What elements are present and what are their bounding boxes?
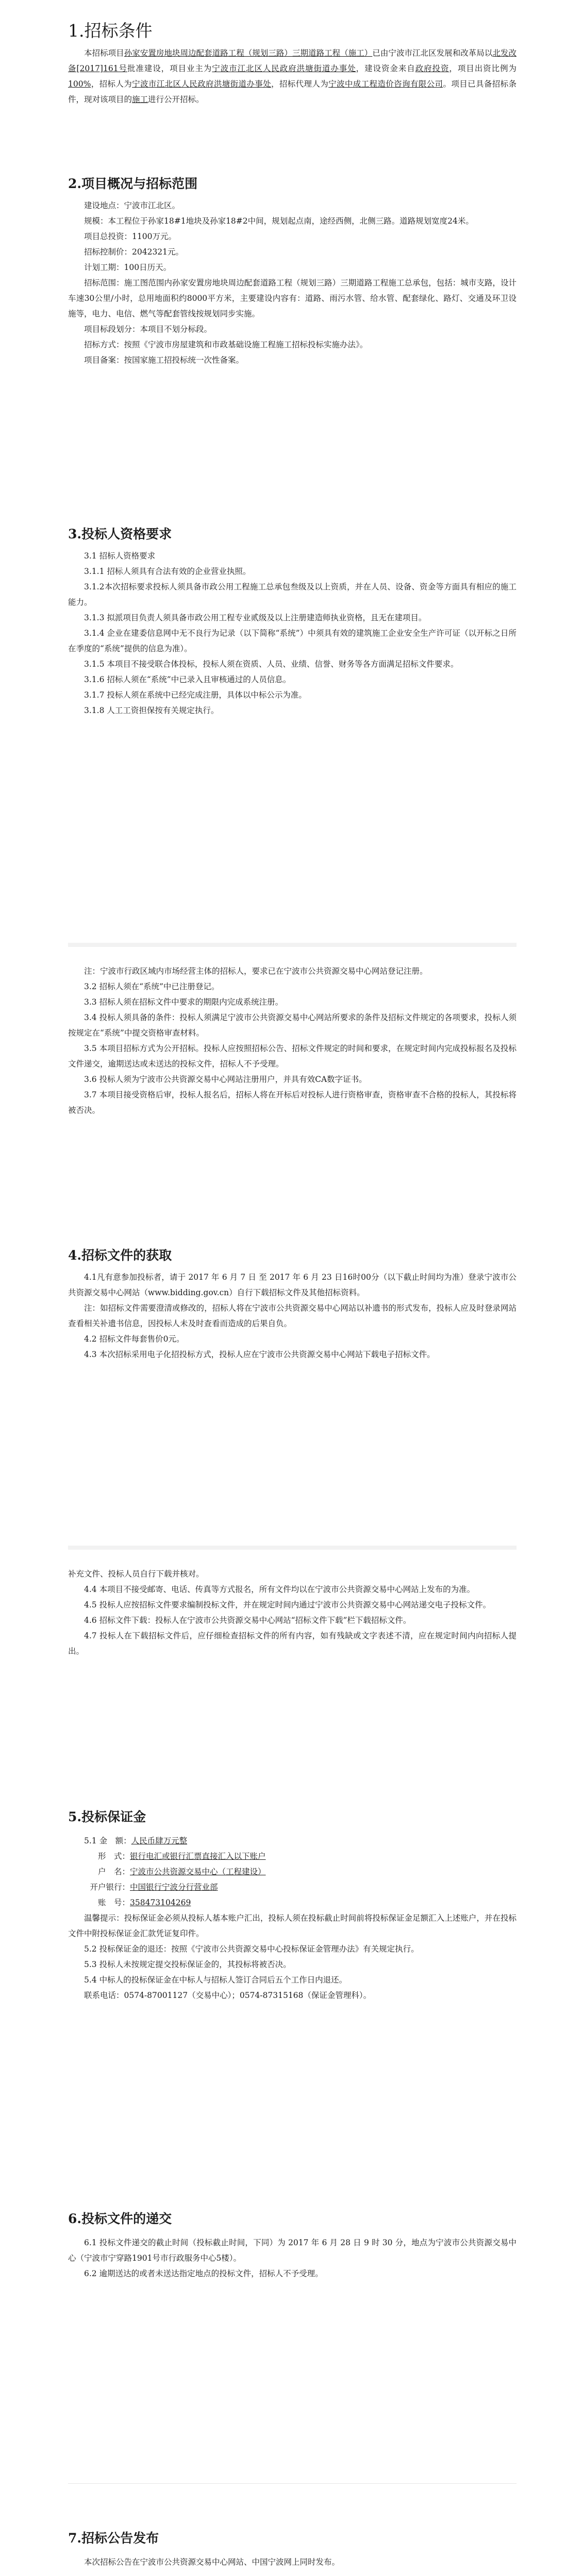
- section-6-title: 6.投标文件的递交: [68, 2211, 172, 2226]
- section-3-line: 3.1.4 企业在建委信息网中无不良行为记录（以下简称“系统”）中须具有效的建筑施工企业安全生产许可证（以开标之日所在季度的“系统”提供的信息为准）。: [68, 629, 517, 653]
- section-3-line: 3.1.2本次招标要求投标人须具备市政公用工程施工总承包叁级及以上资质，并在人员、设备、资金等方面具有相应的施工能力。: [68, 582, 517, 607]
- section-4-title: 4.招标文件的获取: [68, 1248, 172, 1263]
- section-5-title: 5.投标保证金: [68, 1809, 146, 1824]
- fund-ratio: 100%: [68, 79, 91, 89]
- section-4-line: 注：如招标文件需要澄清或修改的，招标人将在宁波市公共资源交易中心网站以补遗书的形式发布，投标人应及时登录网站查看相关补遗书信息，因投标人未及时查看而造成的后果自负。: [68, 1303, 517, 1328]
- bond-row-key: 形 式：: [97, 1852, 130, 1861]
- section-7: [68, 2530, 517, 2570]
- section-2-line: 招标范围：施工图范围内孙家安置房地块周边配套道路工程（规划三路）三期道路工程施工总承包，包括：城市支路，设计车速30公里/小时，总用地面积约8000平方米，主要建设内容有：道路、雨污水管、给水管、配套绿化、路灯、交通及环卫设施等，电力、电信、燃气等配套管线按规划同步实施。: [68, 278, 517, 318]
- section-6-line: 6.2 逾期送达的或者未送达指定地点的投标文件，招标人不予受理。: [84, 2269, 323, 2278]
- section-4-continued: [68, 1566, 517, 1659]
- text: ，项目出资比例为: [449, 64, 517, 73]
- section-3-line: 3.1.5 本项目不接受联合体投标，投标人须在资质、人员、业绩、信誉、财务等各方面满足招标文件要求。: [84, 659, 459, 669]
- tenderer: 宁波市江北区人民政府洪塘街道办事处: [132, 79, 272, 89]
- section-2-line: 项目总投资：1100万元。: [84, 232, 176, 241]
- section-5-line: 5.4 中标人的投标保证金在中标人与招标人签订合同后五个工作日内退还。: [84, 1975, 347, 1985]
- section-3-title: 3.投标人资格要求: [68, 527, 172, 541]
- section-4-line: 4.6 招标文件下载：投标人在宁波市公共资源交易中心网站“招标文件下载”栏下载招标文件。: [84, 1616, 411, 1625]
- section-2-title: 2.项目概况与招标范围: [68, 176, 198, 191]
- section-2: [68, 175, 517, 368]
- section-2-line: 计划工期：100日历天。: [84, 263, 172, 272]
- page-break: [68, 943, 517, 947]
- section-4-line: 4.1凡有意参加投标者，请于 2017 年 6 月 7 日 至 2017 年 6 月 23 日16时00分（以下截止时间均为准）登录宁波市公共资源交易中心网站（www.bidding.gov.cn）自行下载招标文件及其他招标资料。: [68, 1273, 517, 1297]
- section-4-line: 4.3 本次招标采用电子化招投标方式，投标人应在宁波市公共资源交易中心网站下载电子招标文件。: [84, 1350, 435, 1359]
- section-4-line: 4.2 招标文件每套售价0元。: [84, 1334, 185, 1344]
- bond-row-value: 358473104269: [130, 1898, 191, 1907]
- text: 。项目已具备招标条件，现对该项目的: [68, 79, 517, 104]
- bond-amount: 人民币肆万元整: [131, 1836, 188, 1845]
- section-2-line: 建设地点：宁波市江北区。: [84, 201, 180, 210]
- section-3: [68, 526, 517, 718]
- section-5-line: 5.2 投标保证金的退还：按照《宁波市公共资源交易中心投标保证金管理办法》有关规定执行。: [84, 1944, 419, 1954]
- bond-amount-label: 5.1 金 额：: [84, 1836, 131, 1845]
- text: 本招标项目: [84, 48, 124, 58]
- section-3-body: [68, 548, 517, 718]
- bond-row-key: 开户银行：: [90, 1883, 130, 1892]
- bond-row-key: 户 名：: [97, 1867, 130, 1876]
- section-4-line: 4.7 投标人在下载招标文件后，应仔细检查招标文件的所有内容，如有残缺或文字表述不清，应在规定时间内向招标人提出。: [68, 1631, 517, 1656]
- section-1-title: 1.招标条件: [68, 21, 153, 41]
- scope: 施工: [132, 95, 148, 104]
- section-3-line: 3.7 本项目接受资格后审，投标人报名后，招标人将在开标后对投标人进行资格审查，资格审查不合格的投标人，其投标将被否决。: [68, 1090, 517, 1115]
- section-3-line: 注：宁波市行政区域内市场经营主体的招标人，要求已在宁波市公共资源交易中心网站登记注册。: [84, 967, 428, 976]
- fund-source: 政府投资: [415, 64, 449, 73]
- section-3-line: 3.1.1 招标人须具有合法有效的企业营业执照。: [84, 567, 251, 576]
- section-5-line: 5.3 投标人未按规定提交投标保证金的，其投标将被否决。: [84, 1960, 291, 1969]
- agent: 宁波中成工程造价咨询有限公司: [328, 79, 443, 89]
- text: ，建设资金来自: [356, 64, 415, 73]
- section-4-line: 4.4 本项目不接受邮寄、电话、传真等方式报名，所有文件均以在宁波市公共资源交易中心网站上发布的为准。: [84, 1585, 475, 1594]
- section-3-line: 3.3 招标人须在招标文件中要求的期限内完成系统注册。: [84, 997, 284, 1007]
- section-2-line: 项目标段划分：本项目不划分标段。: [84, 325, 212, 334]
- text: ，招标人为: [91, 79, 132, 89]
- section-3-line: 3.5 本项目招标方式为公开招标。投标人应按照招标公告、招标文件规定的时间和要求，在规定时间内完成投标报名及投标文件递交，逾期送达或未送达的投标文件，招标人不予受理。: [68, 1044, 517, 1069]
- text: 进行公开招标。: [148, 95, 204, 104]
- section-6: [68, 2210, 517, 2281]
- section-5-body: [68, 1833, 517, 2003]
- section-6-body: [68, 2235, 517, 2281]
- section-3-line: 3.4 投标人须具备的条件：投标人须满足宁波市公共资源交易中心网站所要求的条件及招标文件规定的各项要求，投标人须按规定在“系统”中提交资格审查材料。: [68, 1013, 517, 1038]
- project-owner: 宁波市江北区人民政府洪塘街道办事处: [212, 64, 356, 73]
- bond-row-value: 中国银行宁波分行营业部: [130, 1883, 218, 1892]
- section-7-title: 7.招标公告发布: [68, 2531, 159, 2546]
- section-3-continued: [68, 963, 517, 1118]
- project-name: 孙家安置房地块周边配套道路工程（规划三路）三期道路工程（施工）: [124, 48, 373, 58]
- section-4-line: 补充文件、投标人员自行下载并核对。: [68, 1569, 204, 1579]
- bond-note: 温馨提示：投标保证金必须从投标人基本账户汇出，投标人须在投标截止时间前将投标保证金足额汇入上述账户，并在投标文件中附投标保证金汇款凭证复印件。: [68, 1913, 517, 1938]
- bond-row-value: 银行电汇或银行汇票直接汇入以下账户: [130, 1852, 266, 1861]
- section-4-line: 4.5 投标人应按招标文件要求编制投标文件，并在规定时间内通过宁波市公共资源交易中心网站递交电子投标文件。: [84, 1600, 491, 1609]
- section-2-line: 招标方式：按照《宁波市房屋建筑和市政基础设施工程施工招标投标实施办法》。: [84, 340, 368, 349]
- section-3-line: 3.1.6 招标人须在“系统”中已录入且审核通过的人员信息。: [84, 675, 291, 684]
- section-3-line: 3.1.3 拟派项目负责人须具备市政公用工程专业贰级及以上注册建造师执业资格，且无在建项目。: [84, 613, 427, 622]
- section-1: [68, 21, 517, 107]
- section-1-paragraph: [68, 45, 517, 107]
- section-7-body: [68, 2554, 517, 2570]
- section-3-line: 3.1.7 投标人须在系统中已经完成注册，具体以中标公示为准。: [84, 690, 307, 700]
- approval-doc: 北发改备[2017]161号: [68, 48, 517, 73]
- section-5-line: 联系电话：0574-87001127（交易中心）；0574-87315168（保证金管理科）。: [84, 1991, 372, 2000]
- section-2-body: [68, 198, 517, 368]
- section-4: [68, 1247, 517, 1362]
- bond-row: [68, 1849, 517, 1864]
- section-3-line: 3.2 招标人须在“系统”中已注册登记。: [84, 982, 220, 991]
- section-3-line: 3.1.8 人工工资担保按有关规定执行。: [84, 706, 219, 715]
- section-6-line: 6.1 投标文件递交的截止时间（投标截止时间，下同）为 2017 年 6 月 28 日 9 时 30 分，地点为宁波市公共资源交易中心（宁波市宁穿路1901号市行政服务中心5楼）。: [68, 2238, 517, 2263]
- section-3-line: 3.6 投标人须为宁波市公共资源交易中心网站注册用户，并具有效CA数字证书。: [84, 1075, 367, 1084]
- bond-row-key: 账 号：: [97, 1898, 130, 1907]
- bond-amount-line: [68, 1833, 517, 1849]
- text: 已由宁波市江北区发展和改革局以: [372, 48, 493, 58]
- bond-row: [68, 1895, 517, 1910]
- section-2-line: 招标控制价：2042321元。: [84, 247, 184, 257]
- bond-row: [68, 1864, 517, 1879]
- bond-row-value: 宁波市公共资源交易中心（工程建设）: [130, 1867, 266, 1876]
- page-break: [68, 1546, 517, 1550]
- divider: [68, 2483, 517, 2484]
- section-7-line: 本次招标公告在宁波市公共资源交易中心网站、中国宁波网上同时发布。: [84, 2557, 340, 2567]
- section-2-line: 项目备案：按国家施工招投标统一次性备案。: [84, 355, 244, 365]
- text: ，招标代理人为: [271, 79, 329, 89]
- section-3-line: 3.1 招标人资格要求: [84, 551, 156, 561]
- section-5: [68, 1808, 517, 2003]
- bond-row: [68, 1879, 517, 1895]
- section-2-line: 规模：本工程位于孙家18#1地块及孙家18#2中间，规划起点南，途经西侧，北侧三路。道路规划宽度24米。: [84, 216, 474, 226]
- text: 批准建设，项目业主为: [127, 64, 212, 73]
- section-4-body: [68, 1269, 517, 1362]
